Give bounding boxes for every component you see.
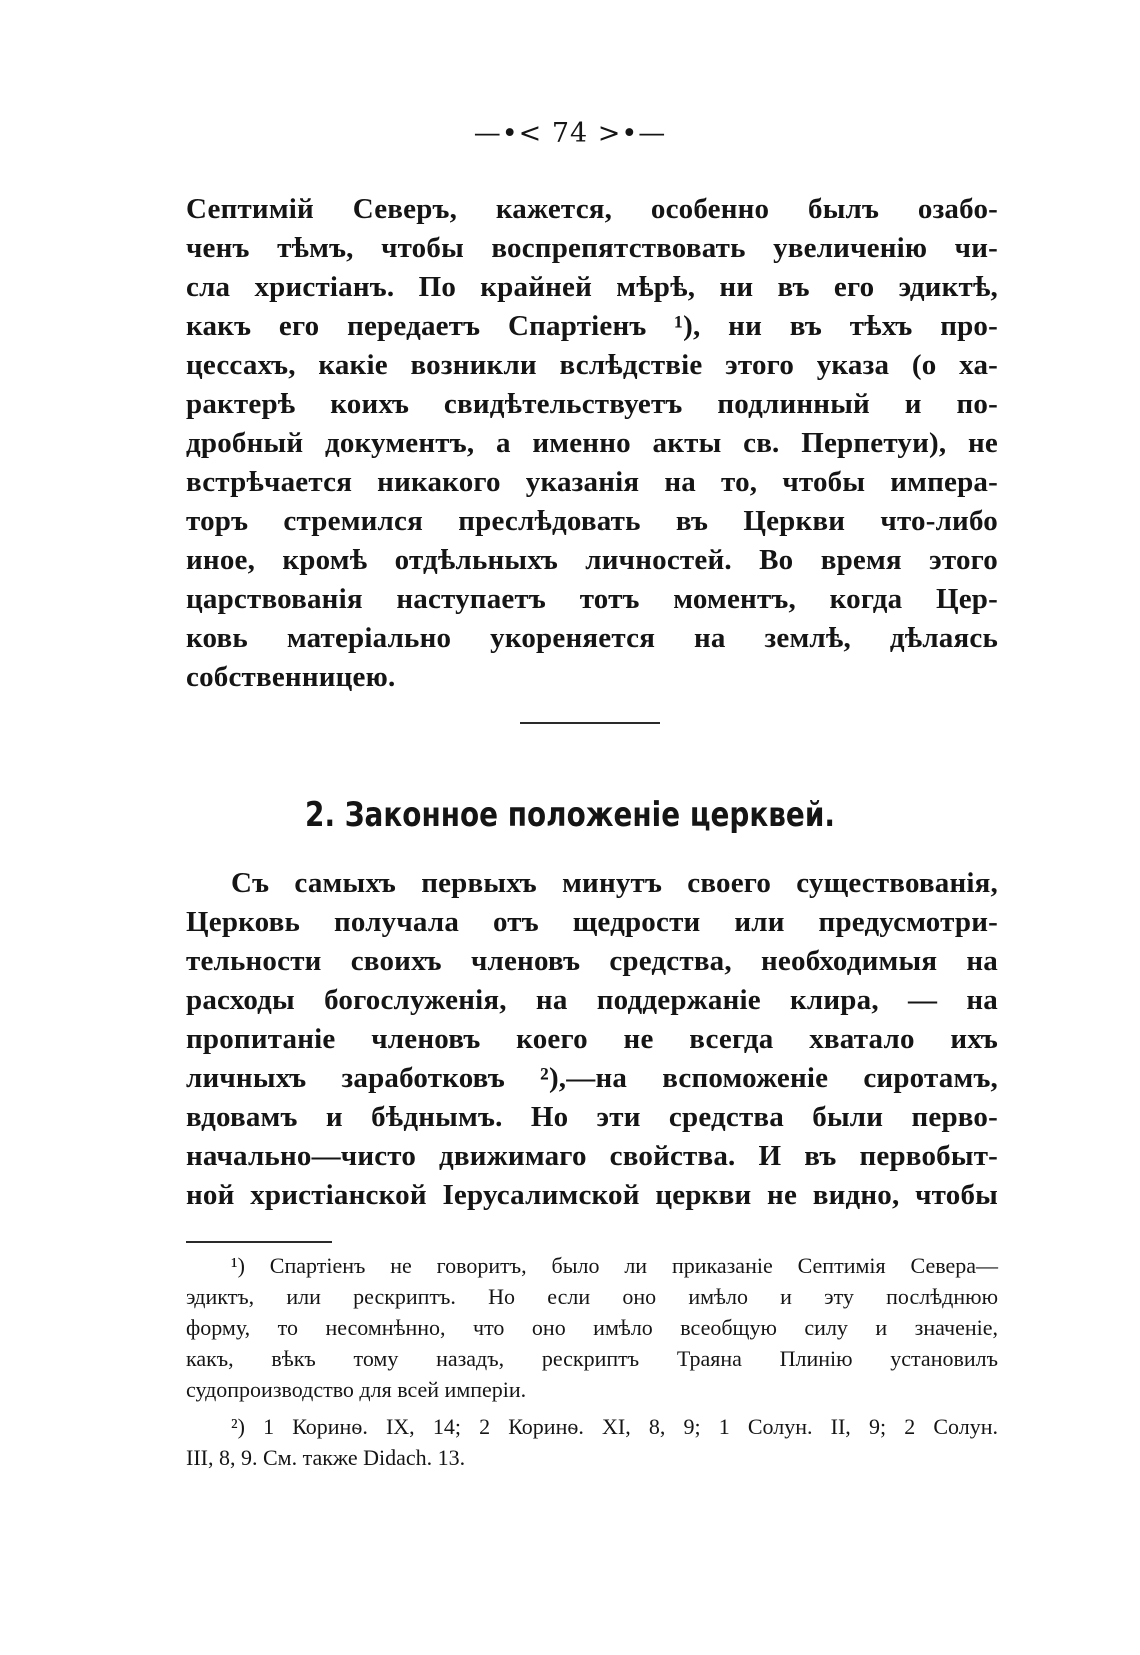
footnote-line: эдиктъ, или рескриптъ. Но если оно имѣло и эту послѣднюю (186, 1284, 998, 1309)
footnote-line: ¹) Спартіенъ не говоритъ, было ли приказаніе Септимія Севера— (231, 1253, 998, 1278)
text-line: тельности своихъ членовъ средства, необходимыя на (186, 945, 998, 977)
text-line: торъ стремился преслѣдовать въ Церкви что-либо (186, 505, 998, 537)
text-line: цессахъ, какіе возникли вслѣдствіе этого указа (о ха- (186, 349, 998, 381)
text-line: ной христіанской Іерусалимской церкви не видно, чтобы (186, 1179, 998, 1211)
footnote-line: ²) 1 Коринѳ. IX, 14; 2 Коринѳ. XI, 8, 9; 1 Солун. II, 9; 2 Солун. (231, 1414, 998, 1439)
footnote-line: судопроизводство для всей имперіи. (186, 1377, 527, 1402)
text-line: встрѣчается никакого указанія на то, чтобы импера- (186, 466, 998, 498)
text-line: Съ самыхъ первыхъ минутъ своего существованія, (231, 867, 998, 899)
text-line: личныхъ заработковъ ²),—на вспоможеніе сиротамъ, (186, 1062, 998, 1094)
text-line: иное, кромѣ отдѣльныхъ личностей. Во время этого (186, 544, 998, 576)
page-number: —•< 74 >•— (473, 118, 667, 149)
footnote-1 (186, 1250, 998, 1405)
footnote-line: форму, то несомнѣнно, что оно имѣло всеобщую силу и значеніе, (186, 1315, 998, 1340)
text-line: сла христіанъ. По крайней мѣрѣ, ни въ его эдиктѣ, (186, 271, 998, 303)
footnote-line: какъ, вѣкъ тому назадъ, рескриптъ Траяна Плинію установилъ (186, 1346, 998, 1371)
text-line: какъ его передаетъ Спартіенъ ¹), ни въ тѣхъ про- (186, 310, 998, 342)
text-line: начально—чисто движимаго свойства. И въ первобыт- (186, 1140, 998, 1172)
paragraph-1 (186, 190, 998, 697)
text-line: Септимій Северъ, кажется, особенно былъ озабо- (186, 193, 998, 225)
footnote-line: III, 8, 9. См. также Didach. 13. (186, 1445, 466, 1470)
footnotes (186, 1250, 998, 1473)
footnote-2 (186, 1411, 998, 1473)
text-line: пропитаніе членовъ коего не всегда хватало ихъ (186, 1023, 998, 1055)
text-line: собственницею. (186, 661, 396, 693)
text-line: вдовамъ и бѣднымъ. Но эти средства были перво- (186, 1101, 998, 1133)
section-heading: 2. Законное положеніе церквей. (305, 795, 835, 835)
text-line: ковь матеріально укореняется на землѣ, дѣлаясь (186, 622, 998, 654)
text-line: ченъ тѣмъ, чтобы воспрепятствовать увеличенію чи- (186, 232, 998, 264)
section-divider (520, 722, 660, 724)
footnote-rule (186, 1241, 332, 1243)
text-line: дробный документъ, а именно акты св. Перпетуи), не (186, 427, 998, 459)
text-line: Церковь получала отъ щедрости или предусмотри- (186, 906, 998, 938)
text-line: рактерѣ коихъ свидѣтельствуетъ подлинный и по- (186, 388, 998, 420)
text-line: царствованія наступаетъ тотъ моментъ, когда Цер- (186, 583, 998, 615)
text-line: расходы богослуженія, на поддержаніе клира, — на (186, 984, 998, 1016)
paragraph-2 (186, 864, 998, 1215)
